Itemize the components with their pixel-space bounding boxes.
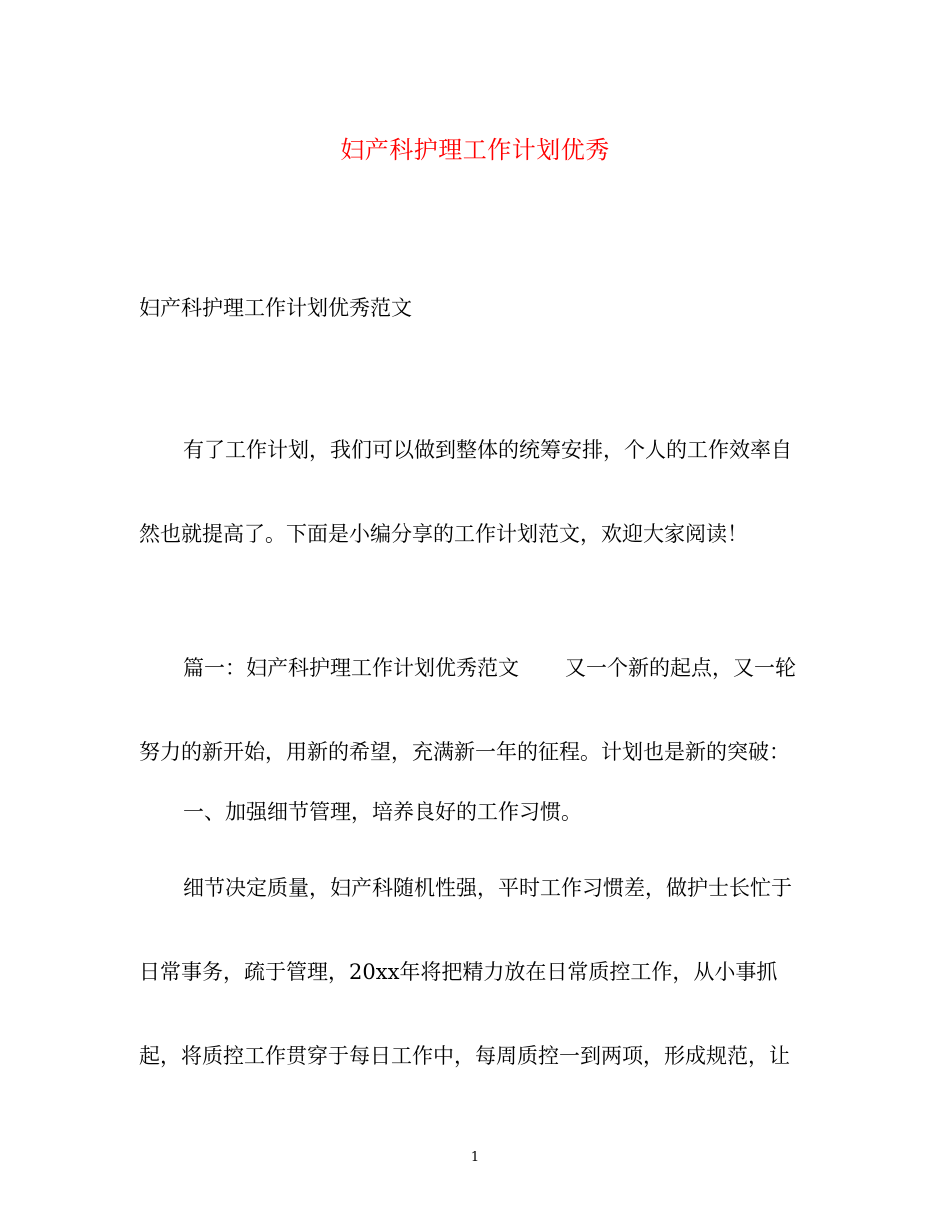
body-line-3: 起，将质控工作贯穿于每日工作中，每周质控一到两项，形成规范，让 — [139, 1044, 790, 1068]
intro-paragraph — [139, 408, 811, 576]
chapter-paragraph — [139, 626, 811, 794]
body-line-2: 日常事务，疏于管理，20xx年将把精力放在日常质控工作，从小事抓 — [139, 960, 778, 984]
intro-line-1: 有了工作计划，我们可以做到整体的统筹安排，个人的工作效率自 — [183, 438, 792, 462]
chapter-line-1-text: 又一个新的起点，又一轮 — [565, 656, 796, 680]
section-heading: 一、加强细节管理，培养良好的工作习惯。 — [183, 800, 582, 824]
chapter-line-2: 努力的新开始，用新的希望，充满新一年的征程。计划也是新的突破： — [139, 740, 790, 764]
document-subtitle: 妇产科护理工作计划优秀范文 — [139, 296, 412, 320]
body-line-1: 细节决定质量，妇产科随机性强，平时工作习惯差，做护士长忙于 — [183, 876, 792, 900]
section-heading-block — [139, 770, 811, 854]
chapter-line-1 — [139, 626, 811, 710]
intro-line-2: 然也就提高了。下面是小编分享的工作计划范文，欢迎大家阅读！ — [139, 522, 748, 546]
page-number: 1 — [470, 1150, 480, 1165]
document-title: 妇产科护理工作计划优秀 — [340, 136, 610, 164]
chapter-heading: 篇一：妇产科护理工作计划优秀范文 — [183, 656, 519, 680]
body-paragraph — [139, 846, 811, 1098]
